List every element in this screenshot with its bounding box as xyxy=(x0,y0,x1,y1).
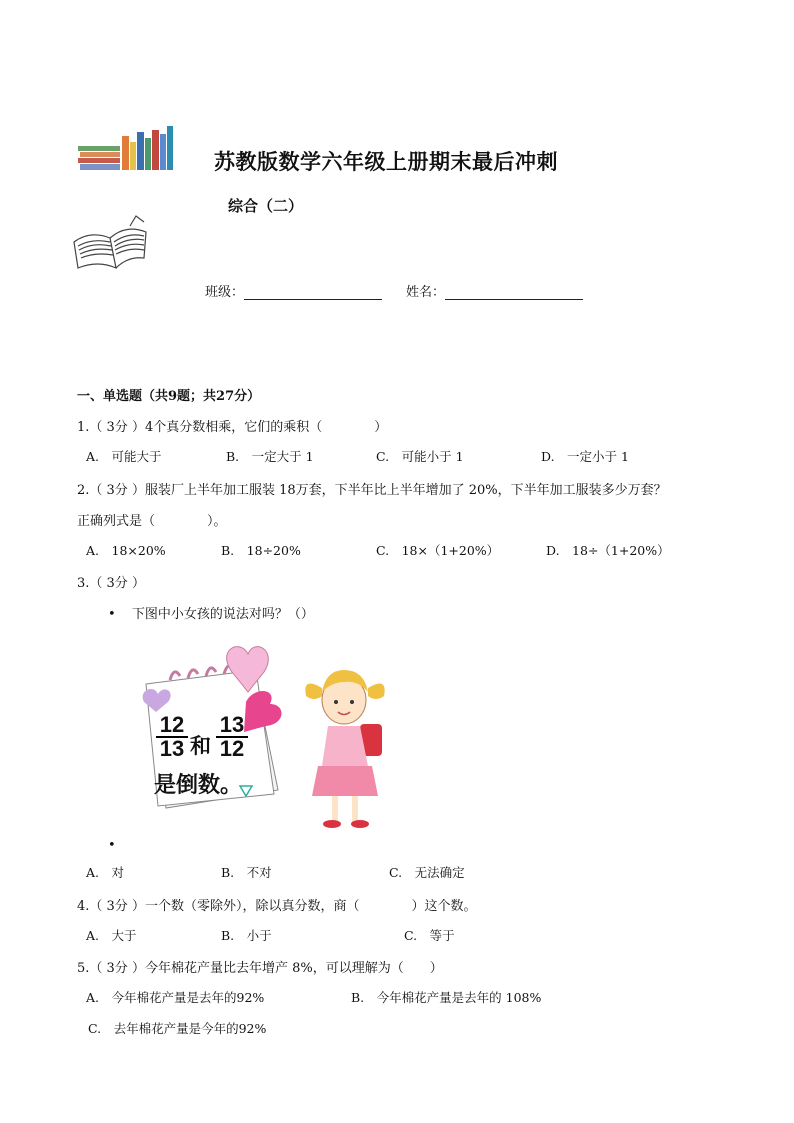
open-book-icon xyxy=(70,212,152,272)
fraction-1-numerator: 12 xyxy=(159,712,185,737)
q1-option-b[interactable]: B. 一定大于 1 xyxy=(226,449,314,464)
and-word: 和 xyxy=(190,735,211,758)
reciprocal-claim: 是倒数。 xyxy=(154,772,243,797)
question-3-illustration xyxy=(136,640,388,836)
question-3-bullet xyxy=(108,603,314,622)
q2-option-a[interactable]: A. 18×20% xyxy=(86,543,166,558)
class-blank[interactable] xyxy=(244,285,382,300)
page-subtitle: 综合（二） xyxy=(228,197,304,215)
name-blank[interactable] xyxy=(445,285,583,300)
q2-option-b[interactable]: B. 18÷20% xyxy=(221,543,301,558)
class-label: 班级： xyxy=(205,285,245,300)
q4-option-b[interactable]: B. 小于 xyxy=(221,928,272,943)
q1-option-c[interactable]: C. 可能小于 1 xyxy=(376,449,464,464)
fraction-1 xyxy=(156,714,188,760)
question-3-stem: 3.（ 3分 ） xyxy=(77,576,145,591)
fraction-2-numerator: 13 xyxy=(219,712,245,737)
question-4-stem: 4.（ 3分 ）一个数（零除外），除以真分数，商（ ）这个数。 xyxy=(77,899,477,914)
girl-figure xyxy=(305,670,384,828)
question-1-stem: 1.（ 3分 ）4个真分数相乘，它们的乘积（ ） xyxy=(77,420,388,435)
name-field xyxy=(406,281,583,300)
q4-option-a[interactable]: A. 大于 xyxy=(86,928,137,943)
bullet-dot: • xyxy=(108,607,116,622)
fraction-2-denominator: 12 xyxy=(216,736,248,760)
fraction-1-denominator: 13 xyxy=(156,736,188,760)
class-field xyxy=(205,281,382,300)
question-2-stem: 2.（ 3分 ）服装厂上半年加工服装 18万套，下半年比上半年增加了 20%，下半年加工服装多少万套？ xyxy=(77,483,667,498)
q3-option-a[interactable]: A. 对 xyxy=(86,865,125,880)
q5-option-a[interactable]: A. 今年棉花产量是去年的92% xyxy=(86,990,265,1005)
q3-option-c[interactable]: C. 无法确定 xyxy=(389,865,465,880)
q2-option-d[interactable]: D. 18÷（1+20%） xyxy=(546,543,670,558)
q1-option-d[interactable]: D. 一定小于 1 xyxy=(541,449,629,464)
q4-option-c[interactable]: C. 等于 xyxy=(404,928,455,943)
q5-option-c[interactable]: C. 去年棉花产量是今年的92% xyxy=(88,1021,267,1036)
page-title: 苏教版数学六年级上册期末最后冲刺 xyxy=(214,149,558,174)
name-label: 姓名： xyxy=(406,285,446,300)
empty-bullet: • xyxy=(108,838,116,853)
section-heading: 一、单选题（共9题；共27分） xyxy=(77,389,261,404)
question-5-stem: 5.（ 3分 ）今年棉花产量比去年增产 8%，可以理解为（ ） xyxy=(77,961,443,976)
q1-option-a[interactable]: A. 可能大于 xyxy=(86,449,162,464)
fraction-2 xyxy=(216,714,248,760)
question-3-prompt: 下图中小女孩的说法对吗？（） xyxy=(131,607,314,622)
question-2-stem-line2: 正确列式是（ ）。 xyxy=(77,514,227,529)
q5-option-b[interactable]: B. 今年棉花产量是去年的 108% xyxy=(351,990,542,1005)
books-icon xyxy=(76,124,176,174)
q2-option-c[interactable]: C. 18×（1+20%） xyxy=(376,543,500,558)
q3-option-b[interactable]: B. 不对 xyxy=(221,865,272,880)
